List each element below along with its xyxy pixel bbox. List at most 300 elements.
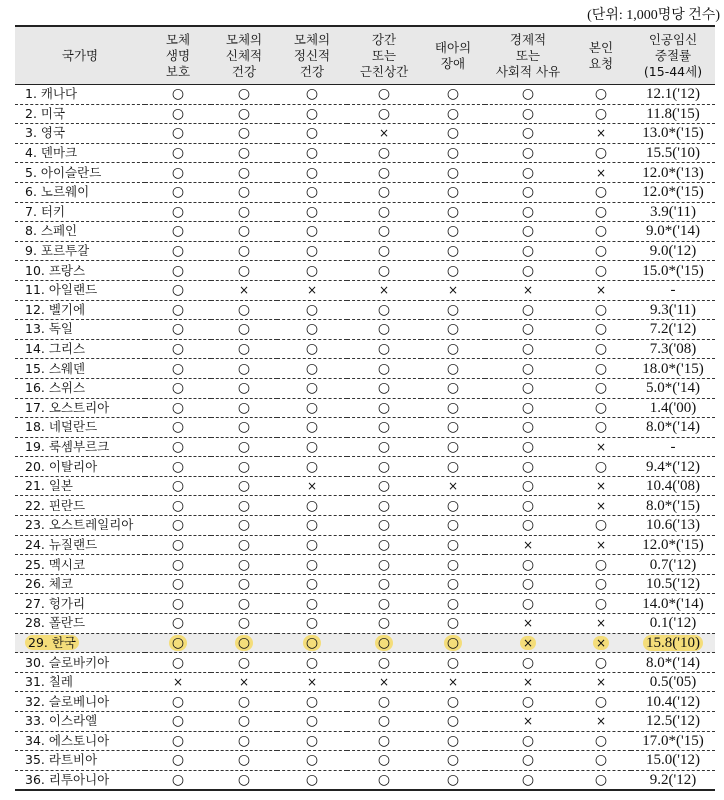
cell-text: 23. 오스트레일리아 <box>25 517 134 533</box>
cell-text: × <box>378 283 390 298</box>
cell-text: ○ <box>377 595 391 612</box>
legal-ground-mark <box>145 124 211 144</box>
cell-text: ○ <box>446 145 460 162</box>
cell-text: × <box>447 479 459 494</box>
table-row <box>15 280 715 300</box>
legal-ground-mark <box>145 692 211 712</box>
country-name <box>15 751 145 771</box>
table-row <box>15 104 715 124</box>
country-name <box>15 143 145 163</box>
cell-text: ○ <box>446 105 460 122</box>
cell-text: × <box>522 537 534 552</box>
legal-ground-mark <box>347 692 421 712</box>
cell-text: ○ <box>446 654 460 671</box>
abortion-rate <box>631 712 715 732</box>
cell-text: ○ <box>305 301 319 318</box>
cell-text: 19. 룩셈부르크 <box>25 438 110 454</box>
cell-text: × <box>595 165 607 180</box>
country-name <box>15 418 145 438</box>
cell-text: ○ <box>377 576 391 593</box>
header-line: 사회적 사유 <box>495 63 561 79</box>
header-line: 또는 <box>371 47 397 63</box>
cell-text: ○ <box>377 380 391 397</box>
cell-text: ○ <box>594 341 608 358</box>
cell-text: ○ <box>237 615 251 632</box>
abortion-rate <box>631 104 715 124</box>
table-row <box>15 770 715 790</box>
cell-text: 17. 오스트리아 <box>25 399 110 415</box>
legal-ground-mark <box>347 104 421 124</box>
legal-ground-mark <box>211 143 277 163</box>
legal-ground-mark <box>571 163 631 183</box>
country-name <box>15 202 145 222</box>
cell-text: ○ <box>237 438 251 455</box>
cell-text: ○ <box>446 86 460 103</box>
cell-text: ○ <box>594 380 608 397</box>
cell-text: ○ <box>237 223 251 240</box>
legal-ground-mark <box>211 594 277 614</box>
abortion-rate <box>631 398 715 418</box>
abortion-rate <box>631 359 715 379</box>
legal-ground-mark <box>421 143 485 163</box>
cell-text: 11.8('15) <box>646 105 700 122</box>
cell-text: ○ <box>237 693 251 710</box>
cell-text: ○ <box>446 713 460 730</box>
cell-text: ○ <box>521 458 535 475</box>
cell-text: ○ <box>377 184 391 201</box>
cell-text: ○ <box>521 223 535 240</box>
country-name <box>15 241 145 261</box>
legal-ground-mark <box>571 535 631 555</box>
legal-ground-mark <box>421 516 485 536</box>
abortion-rate <box>631 163 715 183</box>
cell-text: 14.0*('14) <box>642 595 704 612</box>
legal-ground-mark <box>421 359 485 379</box>
table-row <box>15 574 715 594</box>
legal-ground-mark <box>571 770 631 790</box>
legal-ground-mark <box>145 241 211 261</box>
cell-text: ○ <box>237 262 251 279</box>
cell-text: 12.0*('13) <box>642 164 704 181</box>
legal-ground-mark <box>145 104 211 124</box>
cell-text: ○ <box>171 654 185 671</box>
cell-text: 9.4*('12) <box>646 458 700 475</box>
header-on-request <box>571 26 631 85</box>
cell-text: ○ <box>377 458 391 475</box>
legal-ground-mark <box>485 653 571 673</box>
cell-text: ○ <box>305 497 319 514</box>
abortion-rate <box>631 280 715 300</box>
cell-text: ○ <box>377 243 391 260</box>
cell-text: 17.0*('15) <box>642 732 704 749</box>
cell-text: ○ <box>377 145 391 162</box>
table-row <box>15 594 715 614</box>
legal-ground-mark <box>211 770 277 790</box>
country-name <box>15 476 145 496</box>
legal-ground-mark <box>421 104 485 124</box>
cell-text: ○ <box>171 282 185 299</box>
abortion-rate <box>631 457 715 477</box>
cell-text: × <box>447 675 459 690</box>
cell-text: ○ <box>171 752 185 769</box>
cell-text: 15.8('10) <box>643 635 703 651</box>
legal-ground-mark <box>421 339 485 359</box>
table-row <box>15 614 715 634</box>
legal-ground-mark <box>571 712 631 732</box>
cell-text: ○ <box>305 693 319 710</box>
abortion-rate <box>631 633 715 653</box>
legal-ground-mark <box>277 692 347 712</box>
legal-ground-mark <box>277 457 347 477</box>
abortion-rate <box>631 516 715 536</box>
cell-text: ○ <box>594 360 608 377</box>
cell-text: ○ <box>171 536 185 553</box>
legal-ground-mark <box>145 320 211 340</box>
legal-ground-mark <box>347 594 421 614</box>
cell-text: ○ <box>521 497 535 514</box>
legal-ground-mark <box>485 182 571 202</box>
cell-text: ○ <box>594 184 608 201</box>
legal-ground-mark <box>485 574 571 594</box>
legal-ground-mark <box>277 124 347 144</box>
cell-text: 5. 아이슬란드 <box>25 164 102 180</box>
cell-text: ○ <box>521 772 535 789</box>
table-row <box>15 712 715 732</box>
cell-text: ○ <box>237 517 251 534</box>
legal-ground-mark <box>485 359 571 379</box>
legal-ground-mark <box>485 339 571 359</box>
legal-ground-mark <box>145 261 211 281</box>
cell-text: 8.0*('14) <box>646 654 700 671</box>
legal-ground-mark <box>347 457 421 477</box>
legal-ground-mark <box>421 300 485 320</box>
abortion-rate <box>631 594 715 614</box>
legal-ground-mark <box>145 633 211 653</box>
legal-ground-mark <box>145 359 211 379</box>
legal-ground-mark <box>277 241 347 261</box>
cell-text: ○ <box>237 458 251 475</box>
header-line: 장애 <box>440 55 466 71</box>
country-name <box>15 437 145 457</box>
cell-text: ○ <box>237 125 251 142</box>
cell-text: 3.9('11) <box>650 203 696 220</box>
legal-ground-mark <box>277 712 347 732</box>
legal-ground-mark <box>421 653 485 673</box>
country-name <box>15 104 145 124</box>
legal-ground-mark <box>211 418 277 438</box>
legal-ground-mark <box>145 731 211 751</box>
legal-ground-mark <box>211 476 277 496</box>
legal-ground-mark <box>145 457 211 477</box>
legal-ground-mark <box>211 359 277 379</box>
legal-ground-mark <box>571 496 631 516</box>
legal-ground-mark <box>421 418 485 438</box>
cell-text: ○ <box>171 105 185 122</box>
table-row <box>15 85 715 105</box>
abortion-rate <box>631 437 715 457</box>
cell-text: ○ <box>237 105 251 122</box>
legal-ground-mark <box>347 378 421 398</box>
cell-text: ○ <box>446 419 460 436</box>
legal-ground-mark <box>211 633 277 653</box>
country-name <box>15 731 145 751</box>
cell-text: ○ <box>237 556 251 573</box>
legal-ground-mark <box>485 535 571 555</box>
table-row <box>15 751 715 771</box>
cell-text: ○ <box>237 595 251 612</box>
header-abortion-rate <box>631 26 715 85</box>
legal-ground-mark <box>421 163 485 183</box>
cell-text: 8. 스페인 <box>25 223 78 239</box>
table-row <box>15 633 715 653</box>
table-row <box>15 457 715 477</box>
table-row <box>15 516 715 536</box>
cell-text: ○ <box>237 536 251 553</box>
header-line: 국가명 <box>61 47 99 63</box>
legal-ground-mark <box>571 633 631 653</box>
cell-text: 7.3('08) <box>649 341 697 358</box>
cell-text: ○ <box>237 301 251 318</box>
cell-text: ○ <box>521 203 535 220</box>
header-line: 본인 <box>588 39 614 55</box>
legal-ground-mark <box>145 280 211 300</box>
header-line: 인공임신 <box>648 31 698 47</box>
cell-text: ○ <box>305 399 319 416</box>
cell-text: ○ <box>377 419 391 436</box>
cell-text: 7.2('12) <box>649 321 697 338</box>
cell-text: ○ <box>446 360 460 377</box>
legal-ground-mark <box>421 85 485 105</box>
abortion-law-table <box>15 25 715 791</box>
header-line: 태아의 <box>434 39 472 55</box>
cell-text: ○ <box>446 556 460 573</box>
abortion-rate <box>631 202 715 222</box>
cell-text: ○ <box>521 576 535 593</box>
cell-text: ○ <box>171 360 185 377</box>
cell-text: ○ <box>594 262 608 279</box>
cell-text: 16. 스위스 <box>25 380 86 396</box>
cell-text: ○ <box>594 419 608 436</box>
legal-ground-mark <box>145 614 211 634</box>
cell-text: 12.5('12) <box>646 713 700 730</box>
cell-text: ○ <box>305 86 319 103</box>
legal-ground-mark <box>211 535 277 555</box>
legal-ground-mark <box>211 614 277 634</box>
cell-text: 26. 체코 <box>25 576 74 592</box>
cell-text: ○ <box>446 615 460 632</box>
legal-ground-mark <box>277 770 347 790</box>
cell-text: × <box>595 616 607 631</box>
legal-ground-mark <box>211 85 277 105</box>
header-mental-health <box>277 26 347 85</box>
cell-text: ○ <box>235 635 253 651</box>
country-name <box>15 261 145 281</box>
country-name <box>15 555 145 575</box>
cell-text: - <box>670 438 676 455</box>
cell-text: 35. 라트비아 <box>25 752 98 768</box>
legal-ground-mark <box>421 320 485 340</box>
cell-text: 32. 슬로베니아 <box>25 693 110 709</box>
cell-text: ○ <box>446 301 460 318</box>
cell-text: ○ <box>171 517 185 534</box>
cell-text: ○ <box>446 497 460 514</box>
country-name <box>15 359 145 379</box>
legal-ground-mark <box>211 574 277 594</box>
legal-ground-mark <box>211 437 277 457</box>
table-row <box>15 496 715 516</box>
legal-ground-mark <box>485 594 571 614</box>
cell-text: ○ <box>521 341 535 358</box>
abortion-rate <box>631 143 715 163</box>
legal-ground-mark <box>485 320 571 340</box>
cell-text: ○ <box>171 732 185 749</box>
legal-ground-mark <box>347 300 421 320</box>
table-row <box>15 339 715 359</box>
legal-ground-mark <box>485 614 571 634</box>
legal-ground-mark <box>277 614 347 634</box>
abortion-rate <box>631 692 715 712</box>
cell-text: 1. 캐나다 <box>25 86 78 102</box>
header-line: 요청 <box>588 55 614 71</box>
legal-ground-mark <box>145 143 211 163</box>
table-row <box>15 555 715 575</box>
cell-text: ○ <box>305 517 319 534</box>
legal-ground-mark <box>347 339 421 359</box>
legal-ground-mark <box>421 437 485 457</box>
legal-ground-mark <box>485 124 571 144</box>
cell-text: × <box>238 675 250 690</box>
abortion-rate <box>631 476 715 496</box>
unit-note: (단위: 1,000명당 건수) <box>587 8 720 23</box>
legal-ground-mark <box>347 653 421 673</box>
legal-ground-mark <box>421 202 485 222</box>
cell-text: 25. 멕시코 <box>25 556 86 572</box>
table-row <box>15 535 715 555</box>
country-name <box>15 672 145 692</box>
header-line: (15-44세) <box>643 63 703 79</box>
legal-ground-mark <box>485 555 571 575</box>
legal-ground-mark <box>277 359 347 379</box>
legal-ground-mark <box>571 320 631 340</box>
legal-ground-mark <box>571 398 631 418</box>
cell-text: ○ <box>171 772 185 789</box>
header-country <box>15 26 145 85</box>
legal-ground-mark <box>145 555 211 575</box>
legal-ground-mark <box>347 398 421 418</box>
legal-ground-mark <box>277 280 347 300</box>
cell-text: 11. 아일랜드 <box>25 282 98 298</box>
cell-text: × <box>238 283 250 298</box>
cell-text: ○ <box>377 615 391 632</box>
legal-ground-mark <box>421 672 485 692</box>
table-row <box>15 202 715 222</box>
abortion-rate <box>631 770 715 790</box>
legal-ground-mark <box>485 378 571 398</box>
cell-text: × <box>306 479 318 494</box>
cell-text: ○ <box>594 223 608 240</box>
cell-text: 24. 뉴질랜드 <box>25 536 98 552</box>
table-row <box>15 398 715 418</box>
legal-ground-mark <box>145 339 211 359</box>
legal-ground-mark <box>211 731 277 751</box>
cell-text: ○ <box>521 380 535 397</box>
header-line: 강간 <box>371 31 397 47</box>
cell-text: ○ <box>521 321 535 338</box>
legal-ground-mark <box>347 280 421 300</box>
cell-text: ○ <box>521 360 535 377</box>
legal-ground-mark <box>485 692 571 712</box>
country-name <box>15 633 145 653</box>
cell-text: ○ <box>171 86 185 103</box>
abortion-rate <box>631 672 715 692</box>
cell-text: ○ <box>446 223 460 240</box>
legal-ground-mark <box>145 300 211 320</box>
legal-ground-mark <box>421 574 485 594</box>
legal-ground-mark <box>277 535 347 555</box>
legal-ground-mark <box>211 653 277 673</box>
cell-text: ○ <box>305 752 319 769</box>
legal-ground-mark <box>211 496 277 516</box>
header-line: 중절률 <box>654 47 692 63</box>
cell-text: ○ <box>377 301 391 318</box>
legal-ground-mark <box>347 124 421 144</box>
cell-text: ○ <box>521 105 535 122</box>
legal-ground-mark <box>571 124 631 144</box>
legal-ground-mark <box>421 770 485 790</box>
cell-text: ○ <box>521 517 535 534</box>
legal-ground-mark <box>421 496 485 516</box>
cell-text: ○ <box>377 654 391 671</box>
cell-text: ○ <box>594 576 608 593</box>
cell-text: ○ <box>446 321 460 338</box>
cell-text: ○ <box>305 360 319 377</box>
legal-ground-mark <box>347 418 421 438</box>
cell-text: 9.0*('14) <box>646 223 700 240</box>
legal-ground-mark <box>571 85 631 105</box>
cell-text: ○ <box>171 595 185 612</box>
country-name <box>15 124 145 144</box>
header-rape-incest <box>347 26 421 85</box>
cell-text: ○ <box>377 497 391 514</box>
cell-text: ○ <box>446 399 460 416</box>
legal-ground-mark <box>421 614 485 634</box>
cell-text: ○ <box>171 419 185 436</box>
legal-ground-mark <box>145 496 211 516</box>
legal-ground-mark <box>145 418 211 438</box>
cell-text: ○ <box>171 321 185 338</box>
cell-text: 9.0('12) <box>649 243 697 260</box>
cell-text: 12.0*('15) <box>642 184 704 201</box>
cell-text: ○ <box>446 438 460 455</box>
legal-ground-mark <box>347 731 421 751</box>
cell-text: ○ <box>237 419 251 436</box>
cell-text: × <box>595 537 607 552</box>
legal-ground-mark <box>485 202 571 222</box>
table-row <box>15 261 715 281</box>
cell-text: ○ <box>377 517 391 534</box>
abortion-rate <box>631 320 715 340</box>
legal-ground-mark <box>571 574 631 594</box>
legal-ground-mark <box>485 398 571 418</box>
cell-text: ○ <box>521 243 535 260</box>
legal-ground-mark <box>485 751 571 771</box>
legal-ground-mark <box>485 261 571 281</box>
cell-text: × <box>522 714 534 729</box>
country-name <box>15 280 145 300</box>
cell-text: ○ <box>377 752 391 769</box>
cell-text: ○ <box>171 478 185 495</box>
cell-text: ○ <box>171 164 185 181</box>
